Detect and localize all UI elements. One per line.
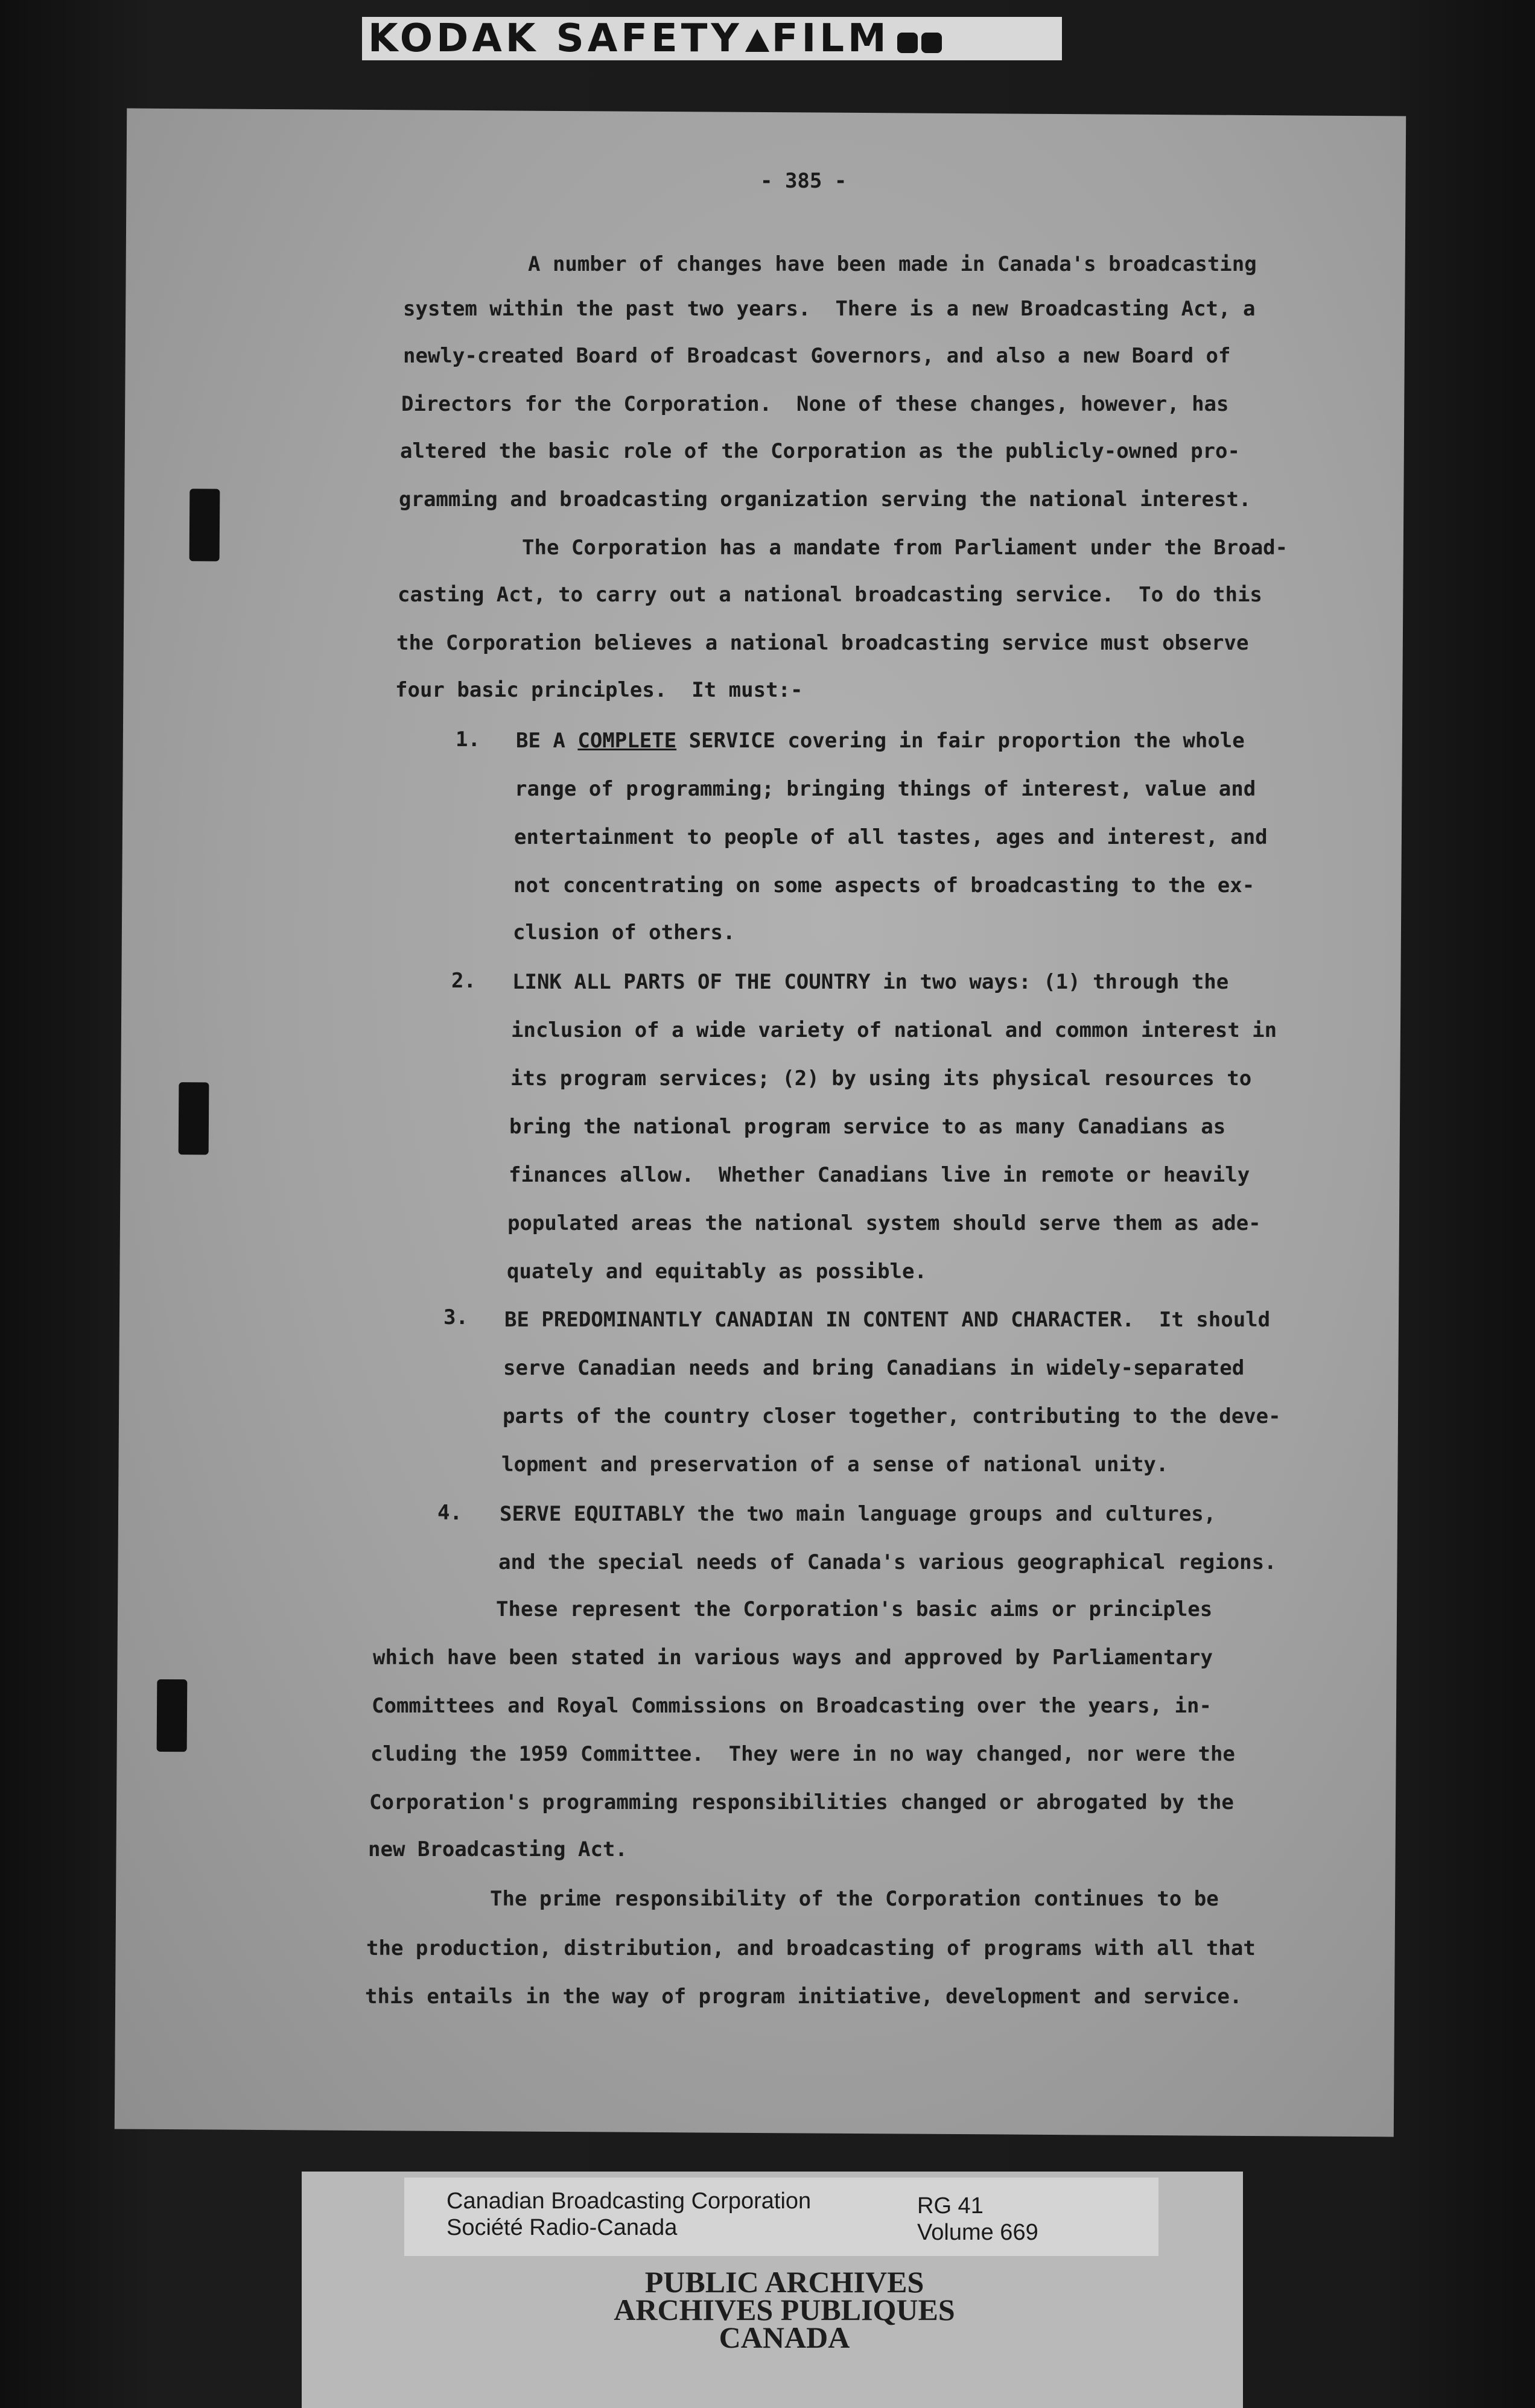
text-line: the production, distribution, and broadcasting of programs with all that	[366, 1936, 1256, 1960]
text-line: clusion of others.	[513, 920, 736, 945]
archives-stamp	[422, 2265, 1146, 2354]
stamp-line: PUBLIC ARCHIVES	[644, 2265, 924, 2299]
text-line: A number of changes have been made in Canada's broadcasting	[528, 252, 1257, 276]
archive-card	[404, 2178, 1158, 2256]
text-line: newly-created Board of Broadcast Governors, and also a new Board of	[403, 344, 1231, 368]
text-line: bring the national program service to as many Canadians as	[509, 1115, 1226, 1139]
list-number: 4.	[437, 1501, 462, 1525]
punch-hole-icon	[157, 1679, 188, 1752]
text-fragment: SERVICE covering in fair proportion the whole	[676, 729, 1245, 753]
stamp-line: ARCHIVES PUBLIQUES	[614, 2293, 955, 2327]
text-line: its program services; (2) by using its physical resources to	[510, 1066, 1252, 1091]
text-line: parts of the country closer together, contributing to the deve-	[503, 1404, 1281, 1428]
underlined-word: COMPLETE	[577, 729, 677, 753]
text-line: four basic principles. It must:-	[395, 678, 803, 702]
text-line: gramming and broadcasting organization serving the national interest.	[399, 487, 1251, 512]
list-number: 1.	[456, 727, 480, 752]
text-line: inclusion of a wide variety of national and common interest in	[511, 1018, 1277, 1042]
text-line: altered the basic role of the Corporation as the publicly-owned pro-	[400, 439, 1240, 463]
text-fragment: BE A	[516, 729, 578, 753]
text-line: which have been stated in various ways and approved by Parliamentary	[373, 1646, 1213, 1670]
text-line: the Corporation believes a national broadcasting service must observe	[396, 631, 1249, 655]
text-line: Committees and Royal Commissions on Broadcasting over the years, in-	[372, 1694, 1212, 1718]
film-edge-label	[362, 17, 1062, 60]
text-line: system within the past two years. There is a new Broadcasting Act, a	[403, 297, 1256, 321]
film-marks-icon	[894, 19, 942, 62]
list-number: 3.	[443, 1305, 468, 1329]
text-line: LINK ALL PARTS OF THE COUNTRY in two ways: (1) through the	[512, 970, 1229, 994]
text-line: The prime responsibility of the Corporation continues to be	[490, 1887, 1219, 1911]
list-number: 2.	[451, 969, 476, 993]
text-line: and the special needs of Canada's various geographical regions.	[498, 1550, 1277, 1574]
text-line: range of programming; bringing things of interest, value and	[515, 777, 1256, 801]
text-line: new Broadcasting Act.	[368, 1837, 628, 1861]
punch-hole-icon	[189, 489, 220, 561]
text-line: cluding the 1959 Committee. They were in no way changed, nor were the	[370, 1742, 1235, 1766]
text-line: Corporation's programming responsibilities changed or abrogated by the	[369, 1790, 1234, 1814]
stamp-line: CANADA	[719, 2321, 850, 2354]
film-label-text-2: FILM	[771, 16, 890, 61]
text-line: lopment and preservation of a sense of national unity.	[501, 1453, 1169, 1477]
record-group: RG 41	[917, 2193, 984, 2219]
text-line: quately and equitably as possible.	[507, 1259, 927, 1284]
text-line: BE PREDOMINANTLY CANADIAN IN CONTENT AND CHARACTER. It should	[504, 1308, 1271, 1332]
text-line: These represent the Corporation's basic aims or principles	[496, 1597, 1213, 1621]
text-line: this entails in the way of program initiative, development and service.	[365, 1985, 1242, 2009]
page-number: - 385 -	[760, 169, 847, 193]
organization-english: Canadian Broadcasting Corporation	[447, 2188, 812, 2214]
film-label-text: KODAK SAFETY	[368, 16, 743, 61]
text-line: casting Act, to carry out a national broadcasting service. To do this	[398, 583, 1262, 607]
text-line: SERVE EQUITABLY the two main language groups and cultures,	[500, 1502, 1216, 1526]
punch-hole-icon	[179, 1082, 209, 1155]
text-line: finances allow. Whether Canadians live in remote or heavily	[509, 1163, 1250, 1187]
text-line	[516, 729, 1245, 753]
triangle-icon	[745, 29, 769, 52]
text-line: The Corporation has a mandate from Parliament under the Broad-	[522, 536, 1288, 560]
text-line: Directors for the Corporation. None of these changes, however, has	[401, 392, 1229, 416]
organization-french: Société Radio-Canada	[447, 2215, 678, 2240]
text-line: populated areas the national system should serve them as ade-	[507, 1211, 1261, 1235]
volume-number: Volume 669	[917, 2220, 1038, 2245]
text-line: not concentrating on some aspects of broadcasting to the ex-	[513, 873, 1255, 898]
text-line: serve Canadian needs and bring Canadians in widely-separated	[503, 1356, 1245, 1380]
text-line: entertainment to people of all tastes, ages and interest, and	[514, 825, 1268, 849]
